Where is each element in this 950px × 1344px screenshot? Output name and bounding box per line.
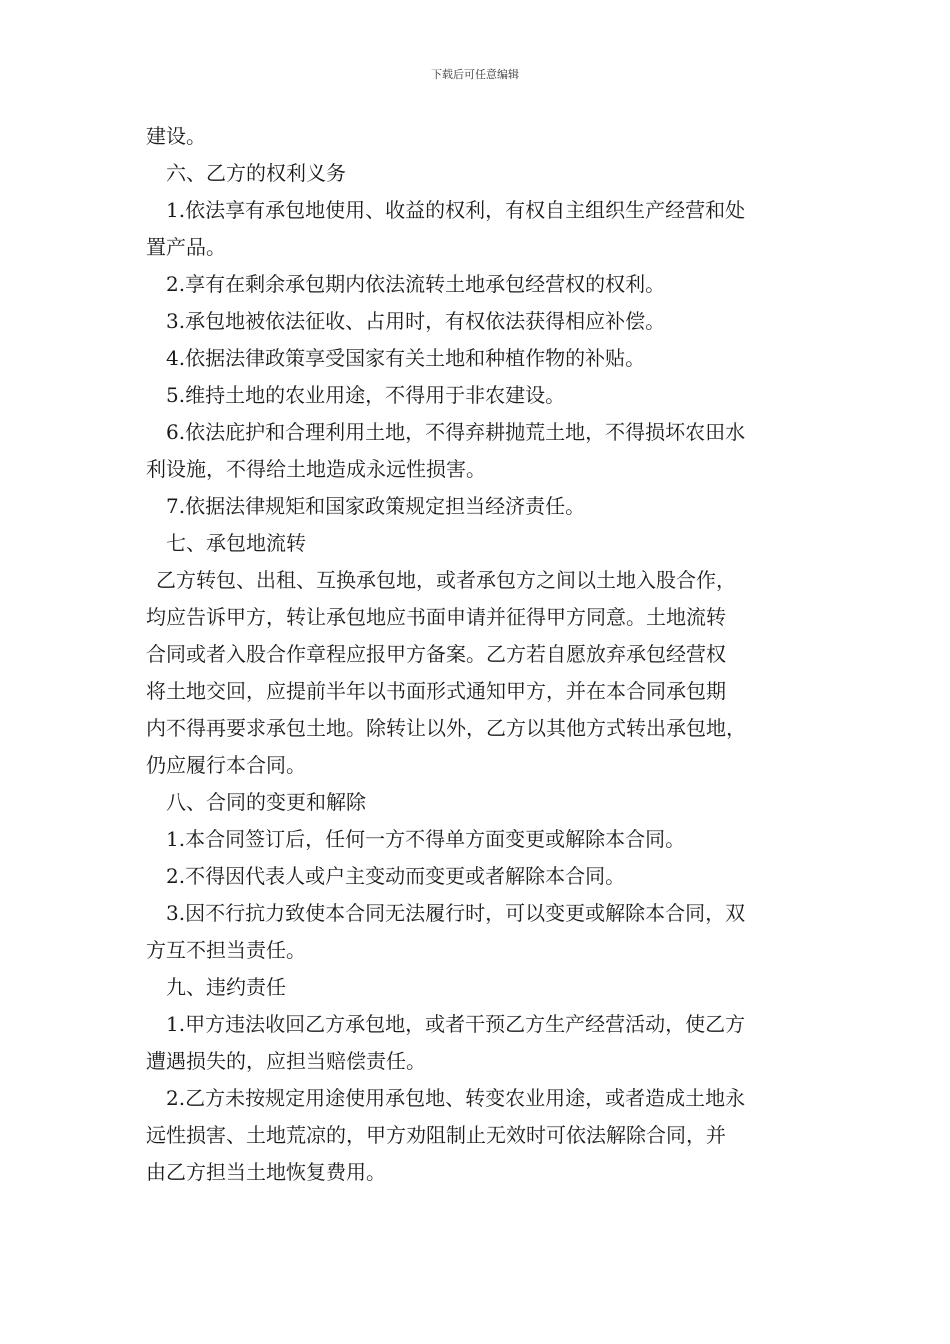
text-line: 6.依法庇护和合理利用土地，不得弃耕抛荒土地，不得损坏农田水 — [166, 420, 746, 444]
text-line: 1.甲方违法收回乙方承包地，或者干预乙方生产经营活动，使乙方 — [166, 1012, 746, 1036]
text-line: 遭遇损失的，应担当赔偿责任。 — [146, 1049, 426, 1073]
text-line: 乙方转包、出租、互换承包地，或者承包方之间以土地入股合作， — [156, 568, 736, 592]
text-line: 2.乙方未按规定用途使用承包地、转变农业用途，或者造成土地永 — [166, 1086, 746, 1110]
text-line: 均应告诉甲方，转让承包地应书面申请并征得甲方同意。土地流转 — [146, 605, 726, 629]
text-line: 将土地交回，应提前半年以书面形式通知甲方，并在本合同承包期 — [146, 679, 726, 703]
text-line: 六、乙方的权利义务 — [166, 161, 346, 185]
text-line: 3.因不行抗力致使本合同无法履行时，可以变更或解除本合同，双 — [166, 901, 746, 925]
text-line: 八、合同的变更和解除 — [166, 790, 366, 814]
text-line: 建设。 — [146, 124, 206, 148]
text-line: 方互不担当责任。 — [146, 938, 306, 962]
text-line: 5.维持土地的农业用途，不得用于非农建设。 — [166, 383, 566, 407]
text-line: 九、违约责任 — [166, 975, 286, 999]
text-line: 2.不得因代表人或户主变动而变更或者解除本合同。 — [166, 864, 626, 888]
text-line: 远性损害、土地荒凉的，甲方劝阻制止无效时可依法解除合同，并 — [146, 1123, 726, 1147]
text-line: 3.承包地被依法征收、占用时，有权依法获得相应补偿。 — [166, 309, 666, 333]
document-body — [146, 118, 814, 1191]
page-header: 下载后可任意编辑 — [431, 68, 519, 81]
text-line: 利设施，不得给土地造成永远性损害。 — [146, 457, 486, 481]
text-line: 1.本合同签订后，任何一方不得单方面变更或解除本合同。 — [166, 827, 686, 851]
text-line: 七、承包地流转 — [166, 531, 306, 555]
text-line: 7.依据法律规矩和国家政策规定担当经济责任。 — [166, 494, 586, 518]
text-line: 2.享有在剩余承包期内依法流转土地承包经营权的权利。 — [166, 272, 666, 296]
text-line: 4.依据法律政策享受国家有关土地和种植作物的补贴。 — [166, 346, 646, 370]
text-line: 合同或者入股合作章程应报甲方备案。乙方若自愿放弃承包经营权 — [146, 642, 726, 666]
text-line: 由乙方担当土地恢复费用。 — [146, 1160, 386, 1184]
text-line: 仍应履行本合同。 — [146, 753, 306, 777]
text-line: 1.依法享有承包地使用、收益的权利，有权自主组织生产经营和处 — [166, 198, 746, 222]
text-line: 内不得再要求承包土地。除转让以外，乙方以其他方式转出承包地， — [146, 716, 746, 740]
text-line: 置产品。 — [146, 235, 226, 259]
